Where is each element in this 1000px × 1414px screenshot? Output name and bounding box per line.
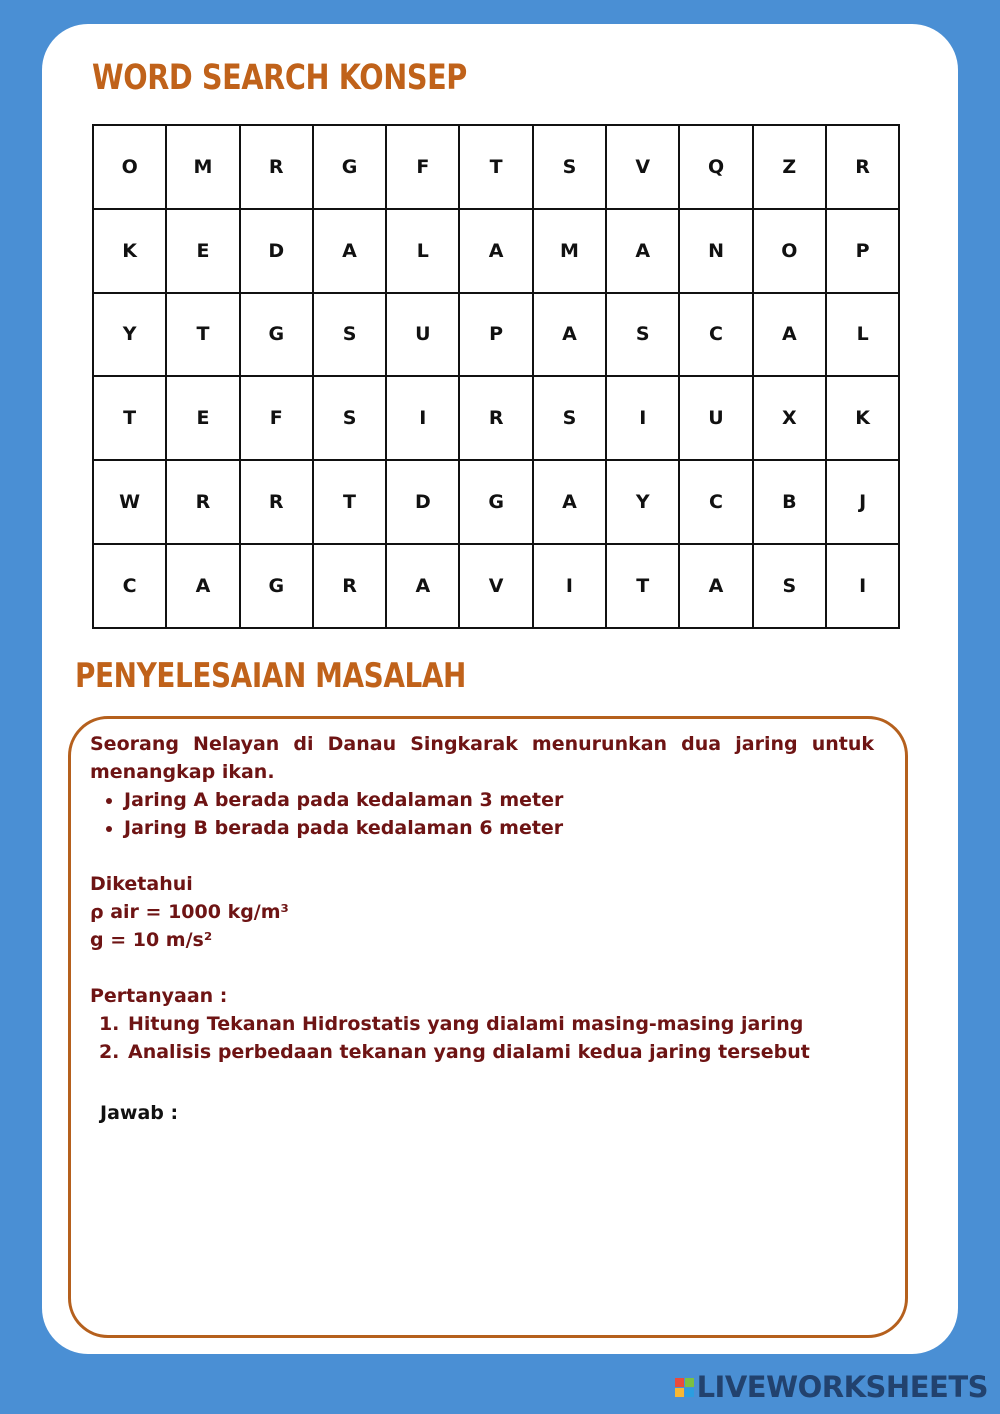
grid-cell: J (826, 460, 899, 544)
grid-cell: G (459, 460, 532, 544)
grid-cell: G (240, 544, 313, 628)
known-title: Diketahui (90, 873, 193, 895)
grid-cell: S (753, 544, 826, 628)
grid-row (93, 293, 899, 377)
list-item: • Jaring B berada pada kedalaman 6 meter (124, 814, 874, 842)
grid-cell: A (386, 544, 459, 628)
grid-cell: R (240, 460, 313, 544)
grid-cell: A (533, 293, 606, 377)
grid-cell: W (93, 460, 166, 544)
grid-cell: R (166, 460, 239, 544)
grid-cell: A (753, 293, 826, 377)
grid-cell: R (240, 125, 313, 209)
grid-cell: I (606, 376, 679, 460)
grid-cell: V (606, 125, 679, 209)
grid-cell: Q (679, 125, 752, 209)
grid-cell: P (459, 293, 532, 377)
grid-cell: A (313, 209, 386, 293)
net-depth-list (90, 786, 874, 842)
liveworksheets-logo-icon (675, 1378, 694, 1397)
grid-cell: S (533, 125, 606, 209)
grid-cell: X (753, 376, 826, 460)
word-search-grid (92, 124, 900, 629)
grid-cell: F (240, 376, 313, 460)
grid-cell: F (386, 125, 459, 209)
grid-cell: S (313, 293, 386, 377)
grid-cell: A (459, 209, 532, 293)
grid-cell: Y (606, 460, 679, 544)
grid-cell: E (166, 376, 239, 460)
grid-row (93, 544, 899, 628)
grid-cell: M (533, 209, 606, 293)
grid-cell: I (826, 544, 899, 628)
grid-cell: R (826, 125, 899, 209)
list-item: • Jaring A berada pada kedalaman 3 meter (124, 786, 874, 814)
grid-cell: Z (753, 125, 826, 209)
grid-cell: G (313, 125, 386, 209)
grid-cell: V (459, 544, 532, 628)
grid-cell: K (93, 209, 166, 293)
grid-cell: U (386, 293, 459, 377)
grid-cell: O (753, 209, 826, 293)
grid-cell: B (753, 460, 826, 544)
grid-row (93, 460, 899, 544)
grid-cell: A (679, 544, 752, 628)
problem-intro: Seorang Nelayan di Danau Singkarak menurunkan dua jaring untuk menangkap ikan. (90, 733, 874, 783)
grid-row (93, 376, 899, 460)
grid-cell: A (533, 460, 606, 544)
question-title: Pertanyaan : (90, 985, 228, 1007)
grid-cell: A (166, 544, 239, 628)
answer-label: Jawab : (100, 1102, 179, 1124)
grid-cell: C (679, 293, 752, 377)
grid-cell: R (313, 544, 386, 628)
grid-cell: I (533, 544, 606, 628)
grid-cell: T (459, 125, 532, 209)
grid-row (93, 125, 899, 209)
grid-cell: T (166, 293, 239, 377)
grid-cell: R (459, 376, 532, 460)
grid-cell: Y (93, 293, 166, 377)
grid-cell: T (313, 460, 386, 544)
grid-cell: E (166, 209, 239, 293)
known-gravity: g = 10 m/s² (90, 929, 213, 951)
grid-cell: L (386, 209, 459, 293)
grid-cell: D (240, 209, 313, 293)
grid-cell: M (166, 125, 239, 209)
list-item: 2. Analisis perbedaan tekanan yang dialami kedua jaring tersebut (126, 1038, 874, 1066)
grid-cell: P (826, 209, 899, 293)
liveworksheets-brand (675, 1370, 988, 1404)
brand-name: LIVEWORKSHEETS (696, 1370, 988, 1404)
grid-row (93, 209, 899, 293)
grid-cell: C (93, 544, 166, 628)
grid-cell: C (679, 460, 752, 544)
problem-text (90, 730, 874, 1066)
grid-cell: T (93, 376, 166, 460)
word-search-title: WORD SEARCH KONSEP (92, 58, 467, 98)
grid-cell: K (826, 376, 899, 460)
grid-cell: A (606, 209, 679, 293)
grid-cell: T (606, 544, 679, 628)
grid-cell: U (679, 376, 752, 460)
grid-cell: L (826, 293, 899, 377)
problem-title: PENYELESAIAN MASALAH (75, 656, 466, 696)
grid-cell: N (679, 209, 752, 293)
grid-cell: D (386, 460, 459, 544)
grid-cell: I (386, 376, 459, 460)
known-density: ρ air = 1000 kg/m³ (90, 901, 289, 923)
worksheet-page (42, 24, 958, 1354)
question-list (90, 1010, 874, 1066)
grid-cell: O (93, 125, 166, 209)
grid-cell: S (606, 293, 679, 377)
grid-cell: S (533, 376, 606, 460)
list-item: 1. Hitung Tekanan Hidrostatis yang dialami masing-masing jaring (126, 1010, 874, 1038)
grid-cell: S (313, 376, 386, 460)
grid-cell: G (240, 293, 313, 377)
